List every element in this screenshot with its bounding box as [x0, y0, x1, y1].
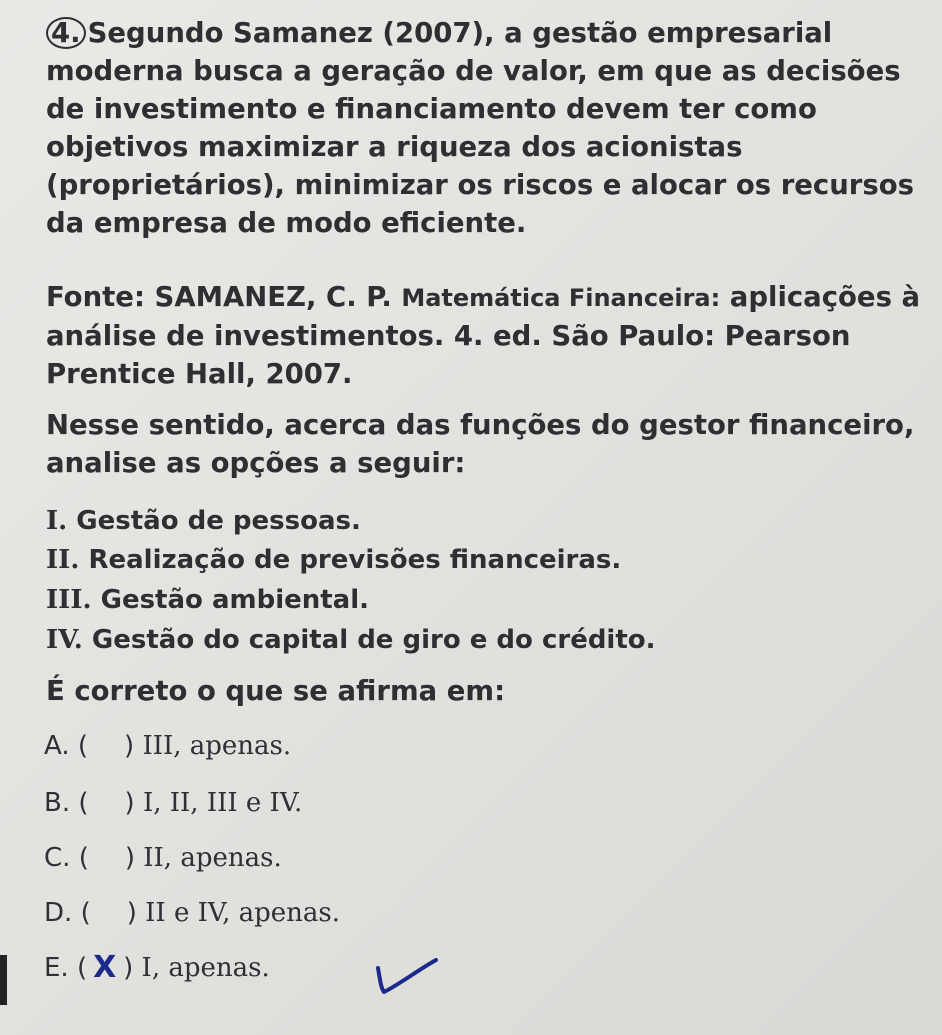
statement-numeral: IV.: [46, 625, 83, 655]
source-rest: aplicações à análise de investimentos. 4. ed. São Paulo: Pearson Prentice Hall, 2007.: [46, 281, 921, 390]
statement-item: [46, 580, 369, 620]
question-statement: [46, 14, 926, 242]
option-checkbox[interactable]: [89, 844, 125, 874]
option-checkbox[interactable]: [91, 899, 127, 929]
statement-text: Realização de previsões financeiras.: [88, 545, 622, 575]
statement-numeral: II.: [46, 545, 80, 575]
option-letter: B.: [44, 788, 71, 818]
option-letter: D.: [44, 898, 73, 928]
statement-numeral: I.: [46, 506, 68, 536]
statement-item: [46, 501, 361, 541]
question-text: Segundo Samanez (2007), a gestão empresarial moderna busca a geração de valor, em que as decisões de investimento e financiamento devem ter como objetivos maximizar a riqueza dos acionistas (proprietários), minimizar os riscos e alocar os recursos da empresa de modo eficiente.: [46, 17, 914, 239]
source-citation: [46, 278, 926, 393]
statement-text: Gestão ambiental.: [100, 585, 370, 615]
edge-shadow: [0, 955, 7, 1005]
option-letter: A.: [44, 731, 70, 761]
statement-text: Gestão de pessoas.: [76, 506, 361, 536]
option-d[interactable]: D. ( ) II e IV, apenas.: [44, 898, 341, 928]
statement-numeral: III.: [46, 585, 92, 615]
option-a[interactable]: A. ( ) III, apenas.: [44, 731, 292, 761]
statement-item: [46, 540, 621, 580]
option-letter: C.: [44, 843, 71, 873]
source-prefix: Fonte: SAMANEZ, C. P.: [46, 281, 392, 313]
option-text: II, apenas.: [143, 843, 282, 873]
option-letter: E.: [44, 953, 69, 983]
option-text: III, apenas.: [142, 731, 292, 761]
option-b[interactable]: B. ( ) I, II, III e IV.: [44, 788, 303, 818]
option-mark: X: [93, 949, 117, 985]
statement-item: [46, 620, 656, 660]
option-text: I, II, III e IV.: [142, 788, 303, 818]
question-number: 4.: [46, 17, 86, 49]
option-e[interactable]: E. ( X ) I, apenas.: [44, 949, 270, 985]
option-text: I, apenas.: [141, 953, 270, 983]
option-checkbox[interactable]: [88, 732, 124, 762]
statement-text: Gestão do capital de giro e do crédito.: [91, 625, 656, 655]
answer-prompt: É correto o que se afirma em:: [46, 675, 506, 707]
handwritten-check-icon: [372, 948, 442, 998]
option-c[interactable]: C. ( ) II, apenas.: [44, 843, 282, 873]
option-checkbox[interactable]: [89, 789, 125, 819]
option-text: II e IV, apenas.: [145, 898, 341, 928]
option-checkbox[interactable]: [87, 949, 123, 985]
source-title: Matemática Financeira:: [401, 284, 721, 312]
lead-text: Nesse sentido, acerca das funções do gestor financeiro, analise as opções a seguir:: [46, 409, 915, 479]
